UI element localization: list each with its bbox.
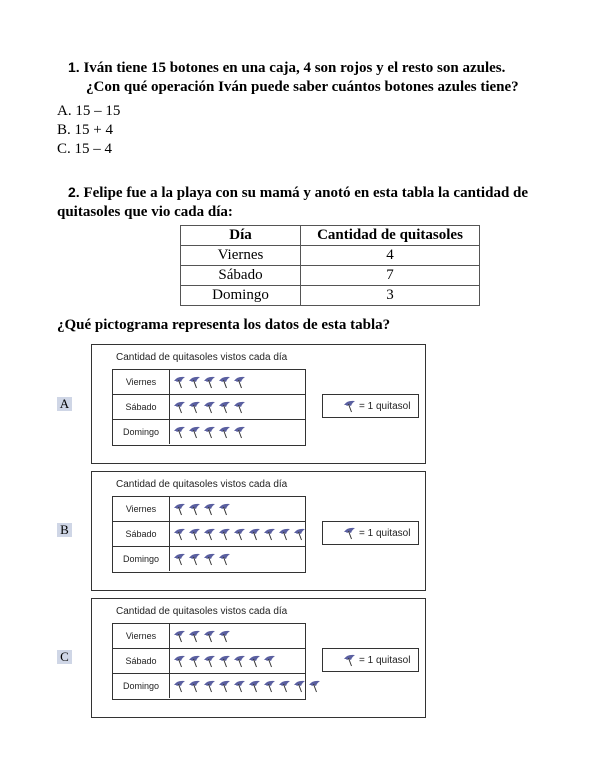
umbrella-icon (248, 654, 262, 668)
pictogram-grid (112, 369, 306, 446)
umbrella-icon (233, 679, 247, 693)
table-header-count: Cantidad de quitasoles (301, 226, 480, 246)
umbrella-icon (173, 629, 187, 643)
umbrella-icon (233, 425, 247, 439)
umbrella-icon (233, 654, 247, 668)
pictogram-row (113, 420, 305, 444)
umbrella-icon (203, 679, 217, 693)
umbrella-icon (263, 654, 277, 668)
pictogram-title: Cantidad de quitasoles vistos cada día (116, 479, 288, 490)
pictogram-day-label: Sábado (113, 522, 170, 546)
umbrella-icon (203, 654, 217, 668)
umbrella-icon (188, 375, 202, 389)
umbrella-icon (203, 400, 217, 414)
table-cell-count: 4 (301, 246, 480, 266)
pictogram-option-letter-b: B (57, 523, 72, 537)
umbrella-icon (218, 375, 232, 389)
pictogram-day-label: Domingo (113, 547, 170, 571)
umbrella-icon (308, 679, 322, 693)
question-1-line-2: ¿Con qué operación Iván puede saber cuántos botones azules tiene? (86, 79, 519, 95)
pictogram-question: ¿Qué pictograma representa los datos de esta tabla? (57, 317, 391, 333)
table-cell-count: 3 (301, 286, 480, 306)
pictogram-c (91, 598, 426, 718)
table-row (181, 246, 480, 266)
question-2-text: Felipe fue a la playa con su mamá y anotó en esta tabla la cantidad de (83, 185, 529, 201)
pictogram-row (113, 370, 305, 395)
pictogram-legend (322, 521, 419, 545)
pictogram-row (113, 624, 305, 649)
pictogram-option-letter-a: A (57, 397, 72, 411)
umbrella-icon (263, 679, 277, 693)
pictogram-legend-text: = 1 quitasol (359, 400, 411, 412)
question-1-text: Iván tiene 15 botones en una caja, 4 son rojos y el resto son azules. (83, 60, 506, 76)
question-2-number: 2. (68, 184, 80, 200)
pictogram-option-letter-c: C (57, 650, 72, 664)
pictogram-a (91, 344, 426, 464)
pictogram-icons (173, 522, 308, 546)
pictogram-icons (173, 420, 248, 444)
pictogram-title: Cantidad de quitasoles vistos cada día (116, 606, 288, 617)
pictogram-icons (173, 395, 248, 419)
umbrella-icon (173, 679, 187, 693)
table-row (181, 286, 480, 306)
pictogram-day-label: Domingo (113, 420, 170, 444)
question-2-line-2: quitasoles que vio cada día: (57, 204, 233, 220)
pictogram-day-label: Sábado (113, 395, 170, 419)
umbrella-icon (188, 502, 202, 516)
umbrella-icon (233, 375, 247, 389)
umbrella-icon (293, 527, 307, 541)
pictogram-day-label: Viernes (113, 370, 170, 394)
option-c: C. 15 – 4 (57, 141, 113, 157)
pictogram-legend-text: = 1 quitasol (359, 654, 411, 666)
umbrella-icon (173, 552, 187, 566)
umbrella-icon (203, 552, 217, 566)
umbrella-icon (263, 527, 277, 541)
table-cell-count: 7 (301, 266, 480, 286)
pictogram-icons (173, 370, 248, 394)
umbrella-icon (173, 375, 187, 389)
umbrella-icon (218, 425, 232, 439)
umbrella-icon (248, 679, 262, 693)
umbrella-icon (218, 679, 232, 693)
option-a: A. 15 – 15 (57, 103, 121, 119)
umbrella-icon (218, 654, 232, 668)
question-1-number: 1. (68, 59, 80, 75)
umbrella-icon (188, 527, 202, 541)
pictogram-day-label: Viernes (113, 497, 170, 521)
pictogram-grid (112, 496, 306, 573)
option-b: B. 15 + 4 (57, 122, 113, 138)
umbrella-icon (188, 552, 202, 566)
table-header-day: Día (181, 226, 301, 246)
umbrella-icon (278, 679, 292, 693)
umbrella-icon (203, 375, 217, 389)
umbrella-icon (188, 425, 202, 439)
pictogram-icons (173, 547, 233, 571)
table-cell-day: Viernes (181, 246, 301, 266)
pictogram-legend-text: = 1 quitasol (359, 527, 411, 539)
table-cell-day: Sábado (181, 266, 301, 286)
pictogram-grid (112, 623, 306, 700)
umbrella-icon (173, 502, 187, 516)
pictogram-icons (173, 624, 233, 648)
pictogram-title: Cantidad de quitasoles vistos cada día (116, 352, 288, 363)
pictogram-row (113, 522, 305, 547)
table-cell-day: Domingo (181, 286, 301, 306)
umbrella-icon (173, 400, 187, 414)
umbrella-icon (343, 399, 357, 413)
pictogram-row (113, 649, 305, 674)
umbrella-icon (343, 526, 357, 540)
umbrella-icon (218, 527, 232, 541)
quitasoles-table (180, 225, 480, 306)
table-header-row (181, 226, 480, 246)
pictogram-row (113, 674, 305, 698)
umbrella-icon (218, 552, 232, 566)
umbrella-icon (203, 527, 217, 541)
umbrella-icon (173, 527, 187, 541)
table-row (181, 266, 480, 286)
umbrella-icon (233, 527, 247, 541)
umbrella-icon (233, 400, 247, 414)
umbrella-icon (188, 654, 202, 668)
pictogram-row (113, 547, 305, 571)
umbrella-icon (173, 425, 187, 439)
pictogram-legend (322, 394, 419, 418)
umbrella-icon (203, 425, 217, 439)
umbrella-icon (343, 653, 357, 667)
umbrella-icon (278, 527, 292, 541)
pictogram-day-label: Viernes (113, 624, 170, 648)
pictogram-day-label: Sábado (113, 649, 170, 673)
pictogram-legend (322, 648, 419, 672)
umbrella-icon (203, 629, 217, 643)
umbrella-icon (218, 502, 232, 516)
umbrella-icon (218, 400, 232, 414)
pictogram-icons (173, 649, 278, 673)
pictogram-b (91, 471, 426, 591)
umbrella-icon (203, 502, 217, 516)
umbrella-icon (218, 629, 232, 643)
pictogram-icons (173, 674, 323, 698)
pictogram-icons (173, 497, 233, 521)
pictogram-day-label: Domingo (113, 674, 170, 698)
umbrella-icon (188, 400, 202, 414)
umbrella-icon (293, 679, 307, 693)
umbrella-icon (173, 654, 187, 668)
umbrella-icon (248, 527, 262, 541)
pictogram-row (113, 395, 305, 420)
pictogram-row (113, 497, 305, 522)
umbrella-icon (188, 629, 202, 643)
umbrella-icon (188, 679, 202, 693)
